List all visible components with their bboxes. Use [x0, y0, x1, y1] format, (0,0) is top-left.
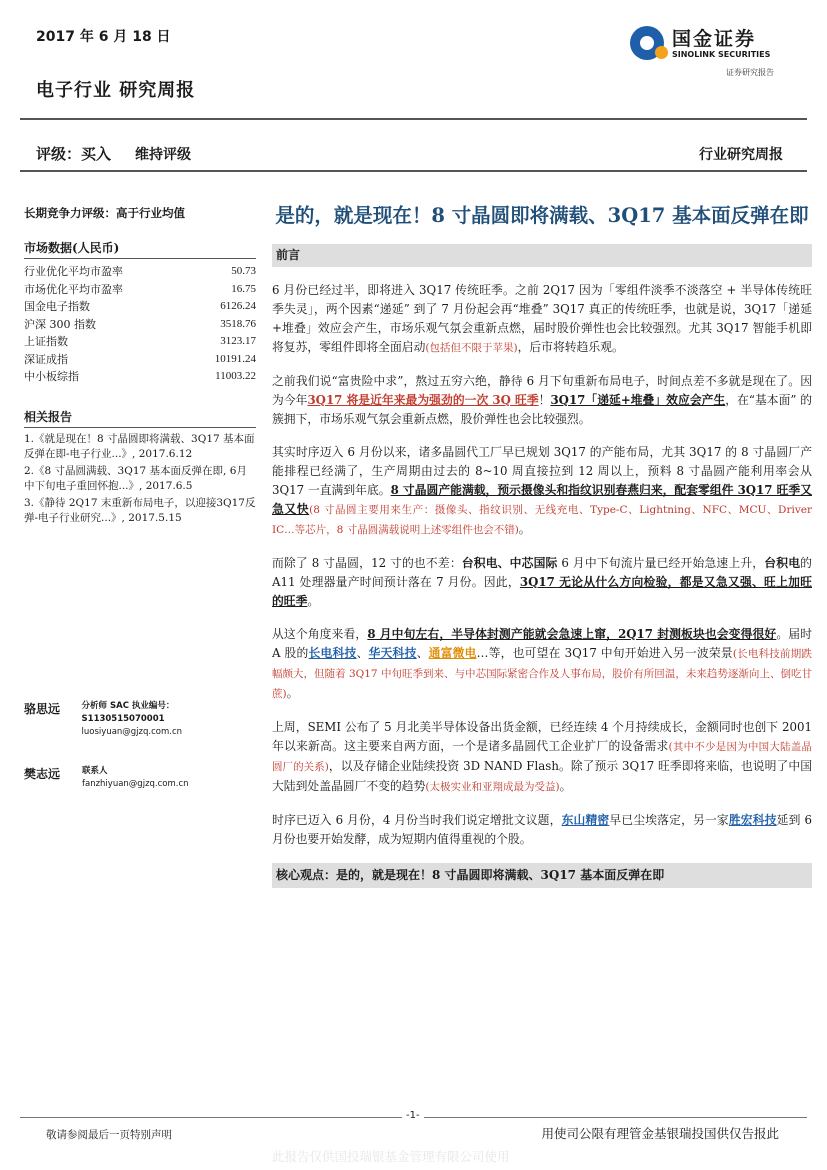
logo-name-en: SINOLINK SECURITIES: [672, 50, 771, 59]
rating-block: [36, 143, 191, 164]
market-label: 上证指数: [24, 335, 68, 348]
related-report-link[interactable]: 2.《8 寸晶圆满载、3Q17 基本面反弹在即, 6月中下旬电子重回怀抱...》, 2017.6.5: [24, 464, 247, 492]
market-value: 10191.24: [214, 352, 256, 365]
paragraph: 从这个角度来看，8 月中旬左右，半导体封测产能就会急速上窜，2Q17 封测板块也会变得很好。届时 A 股的长电科技、华天科技、通富微电…等，也可望在 3Q17 中旬开始进入另一波荣景(长电科技前期跌幅颇大，但随着 3Q17 中旬旺季到来、与中芯国际紧密合作及人事布局，股价有所回温，未来趋势逐渐向上、倒吃甘蔗)。: [272, 627, 812, 700]
header-divider: [20, 118, 807, 120]
market-value: 3518.76: [220, 317, 256, 330]
market-value: 50.73: [231, 265, 256, 277]
section-title: 前言: [272, 244, 812, 267]
market-value: 16.75: [231, 282, 256, 295]
page-number: -1-: [402, 1110, 424, 1121]
market-label: 深证成指: [24, 352, 68, 366]
market-row: [24, 351, 256, 369]
rating-maintain: 维持评级: [135, 147, 192, 163]
logo-subtitle: 证券研究报告: [726, 68, 774, 77]
market-value: 11003.22: [215, 370, 256, 382]
market-label: 市场优化平均市盈率: [24, 282, 123, 296]
market-label: 国金电子指数: [24, 300, 90, 313]
stock-link[interactable]: 通富微电: [428, 646, 477, 660]
rating-divider: [20, 170, 807, 172]
related-report-link[interactable]: 1.《就是现在！8 寸晶圆即将满载、3Q17 基本面反弹在即-电子行业...》, 2017.6.12: [24, 432, 255, 460]
company-logo: [630, 24, 795, 80]
market-row: [24, 281, 256, 299]
footer-notice: 用使司公限有理管金基银瑞投国供仅告报此: [541, 1126, 779, 1141]
paragraph: 6 月份已经过半，即将进入 3Q17 传统旺季。之前 2Q17 因为「零组件淡季不淡落空 + 半导体传统旺季失灵」，两个因素“递延” 到了 7 月份起会再“堆叠” 3Q17 真正的传统旺季，也就是说，3Q17「递延+堆叠」效应会产生，市场乐观气氛会重新点燃，届时股价弹性也会比较强烈。尤其 3Q17 智能手机即将复苏，零组件即将全面启动(包括但不限于苹果)，后市将转趋乐观。: [272, 283, 812, 354]
paragraph: 其实时序迈入 6 月份以来，诸多晶圆代工厂早已规划 3Q17 的产能布局，尤其 3Q17 的 8 寸晶圆厂产能排程已经满了，生产周期由过去的 8~10 周直接拉到 12 周以上，预料 8 寸晶圆产能利用率会从 3Q17 一直满到年底。8 寸晶圆产能满载，预示摄像头和指纹识别春燕归来，配套零组件 3Q17 旺季又急又快(8 寸晶圆主要用来生产：摄像头、指纹识别、无线充电、Type-C、Lightning、NFC、MCU、Driver IC…等芯片，8 寸晶圆满载说明上述零组件也会不错)。: [272, 445, 812, 536]
competitiveness-rating: 长期竞争力评级：高于行业均值: [24, 206, 185, 220]
analyst-name: 樊志远: [24, 767, 61, 781]
report-date: 2017 年 6 月 18 日: [36, 29, 171, 45]
logo-icon: [630, 26, 664, 60]
document-type: 电子行业 研究周报: [36, 80, 196, 101]
market-label: 中小板综指: [24, 370, 79, 383]
market-row: [24, 316, 256, 334]
market-label: 沪深 300 指数: [24, 317, 96, 331]
analyst-list: [24, 700, 256, 817]
market-row: [24, 298, 256, 316]
market-row: [24, 368, 256, 386]
paragraph: 而除了 8 寸晶圆，12 寸的也不差：台积电、中芯国际 6 月中下旬流片量已经开始急速上升，台积电的 A11 处理器量产时间预计落在 7 月份。因此，3Q17 无论从什么方向检验，都是又急又强、旺上加旺的旺季。: [272, 556, 812, 608]
market-data-table: [24, 263, 256, 386]
market-value: 3123.17: [220, 335, 256, 347]
analyst-email[interactable]: luosiyuan@gjzq.com.cn: [81, 727, 183, 737]
analyst-credential: 分析师 SAC 执业编号：S1130515070001: [81, 701, 175, 724]
paragraph: 上周，SEMI 公布了 5 月北美半导体设备出货金额，已经连续 4 个月持续成长，金额同时也创下 2001 年以来新高。这主要来自两方面，一个是诸多晶圆代工企业扩厂的设备需求(其中不少是因为中国大陆盖晶圆厂的关系)，以及存储企业陆续投资 3D NAND Flash。除了预示 3Q17 旺季即将来临，也说明了中国大陆到处盖晶圆厂不变的趋势(太极实业和亚翔成最为受益)。: [272, 720, 812, 793]
report-type: 行业研究周报: [699, 147, 783, 163]
market-data-title: 市场数据(人民币): [24, 239, 256, 259]
watermark: 此报告仅供国投瑞银基金管理有限公司使用: [272, 1149, 510, 1164]
market-row: [24, 333, 256, 351]
stock-link[interactable]: 华天科技: [368, 646, 417, 660]
paragraph: 时序已迈入 6 月份，4 月份当时我们说定增批文议题，东山精密早已尘埃落定，另一家胜宏科技延到 6 月份也要开始发酵，成为短期内值得重视的个股。: [272, 813, 812, 846]
market-value: 6126.24: [220, 300, 256, 312]
stock-link[interactable]: 长电科技: [308, 646, 357, 660]
analyst-email[interactable]: fanzhiyuan@gjzq.com.cn: [82, 779, 189, 789]
rating-label: 评级：买入: [36, 145, 112, 163]
related-report-link[interactable]: 3.《静待 2Q17 末重新布局电子，以迎接3Q17反弹-电子行业研究...》, 2017.5.15: [24, 496, 256, 524]
logo-name-cn: 国金证券: [672, 28, 757, 50]
analyst-credential: 联系人: [82, 766, 108, 776]
market-label: 行业优化平均市盈率: [24, 265, 123, 278]
analyst-name: 骆思远: [24, 702, 61, 716]
stock-link[interactable]: 东山精密: [561, 813, 610, 827]
paragraph: 之前我们说“富贵险中求”，熬过五穷六绝，静待 6 月下旬重新布局电子，时间点差不多就是现在了。因为今年3Q17 将是近年来最为强劲的一次 3Q 旺季！3Q17「递延+堆叠」效应会产生，在“基本面” 的簇拥下，市场乐观气氛会重新点燃，股价弹性也会比较强烈。: [272, 374, 812, 426]
market-row: [24, 263, 256, 281]
core-viewpoint: 核心观点：是的，就是现在！8 寸晶圆即将满载、3Q17 基本面反弹在即: [272, 863, 812, 888]
stock-link[interactable]: 胜宏科技: [728, 813, 777, 827]
analyst-entry: [24, 765, 256, 791]
footer-disclaimer: 敬请参阅最后一页特别声明: [46, 1129, 172, 1141]
report-headline: 是的，就是现在！8 寸晶圆即将满载、3Q17 基本面反弹在即: [275, 204, 809, 227]
related-reports: [24, 408, 256, 526]
sidebar: [24, 205, 256, 526]
analyst-entry: [24, 700, 256, 739]
main-content: [272, 200, 812, 888]
related-reports-title: 相关报告: [24, 408, 256, 428]
